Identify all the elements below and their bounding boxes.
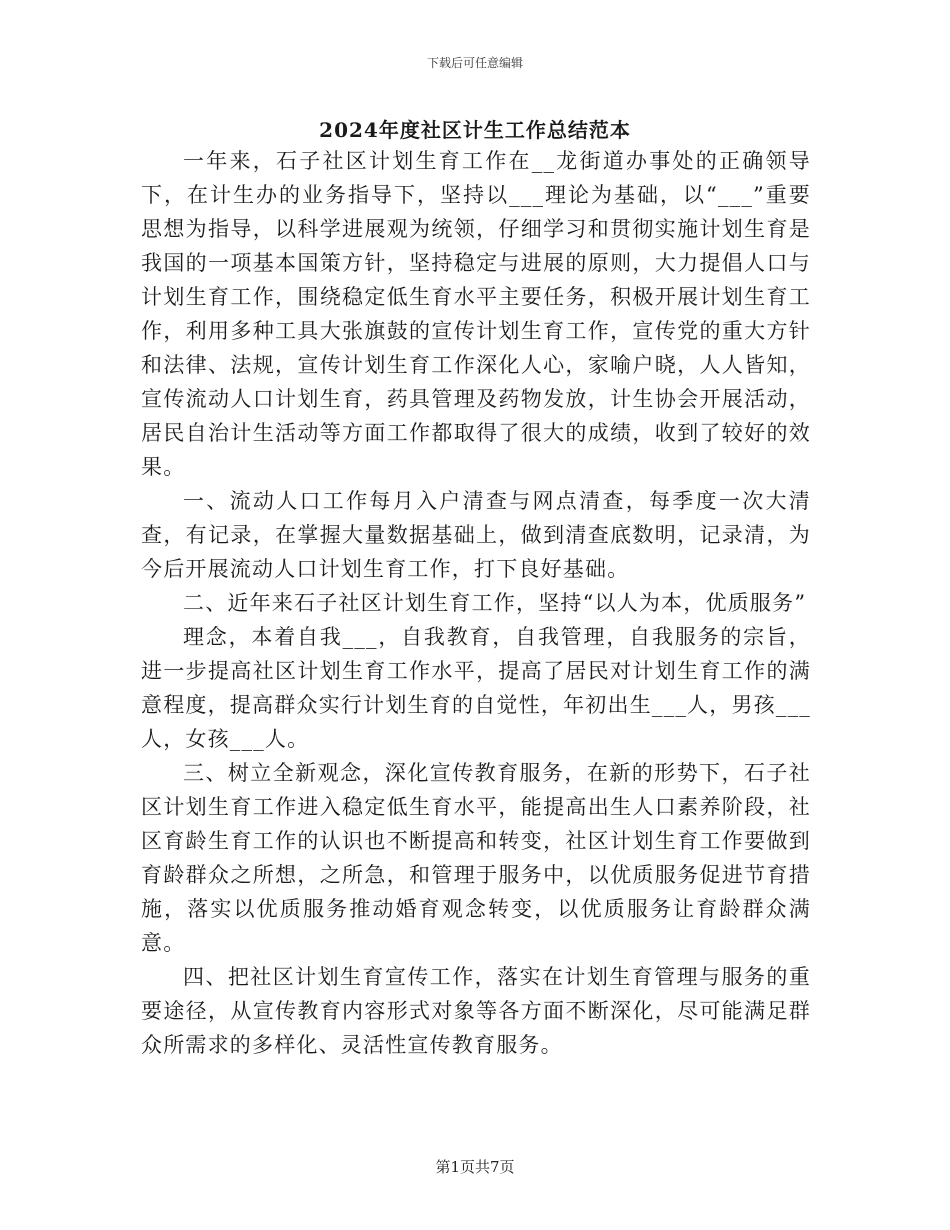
page-number: 第1页共7页 — [435, 1158, 515, 1176]
document-body — [141, 144, 811, 1062]
paragraph-4: 四、把社区计划生育宣传工作，落实在计划生育管理与服务的重要途径，从宣传教育内容形式对象等各方面不断深化，尽可能满足群众所需求的多样化、灵活性宣传教育服务。 — [141, 965, 811, 1057]
paragraph-intro: 一年来，石子社区计划生育工作在__龙街道办事处的正确领导下，在计生办的业务指导下，坚持以___理论为基础，以“___”重要思想为指导，以科学进展观为统领，仔细学习和贯彻实施计划生育是我国的一项基本国策方针，坚持稳定与进展的原则，大力提倡人口与计划生育工作，围绕稳定低生育水平主要任务，积极开展计划生育工作，利用多种工具大张旗鼓的宣传计划生育工作，宣传党的重大方针和法律、法规，宣传计划生育工作深化人心，家喻户晓，人人皆知，宣传流动人口计划生育，药具管理及药物发放，计生协会开展活动，居民自治计生活动等方面工作都取得了很大的成绩，收到了较好的效果。 — [141, 149, 811, 479]
document-title: 2024年度社区计生工作总结范本 — [319, 118, 631, 142]
header-note: 下载后可任意编辑 — [426, 56, 523, 70]
paragraph-2-continued: 理念，本着自我___，自我教育，自我管理，自我服务的宗旨，进一步提高社区计划生育工作水平，提高了居民对计划生育工作的满意程度，提高群众实行计划生育的自觉性，年初出生___人，男孩___人，女孩___人。 — [141, 625, 811, 751]
paragraph-3: 三、树立全新观念，深化宣传教育服务，在新的形势下，石子社区计划生育工作进入稳定低生育水平，能提高出生人口素养阶段，社区育龄生育工作的认识也不断提高和转变，社区计划生育工作要做到育龄群众之所想，之所急，和管理于服务中，以优质服务促进节育措施，落实以优质服务推动婚育观念转变，以优质服务让育龄群众满意。 — [141, 761, 811, 955]
paragraph-2: 二、近年来石子社区计划生育工作，坚持“以人为本，优质服务” — [183, 591, 807, 615]
paragraph-1: 一、流动人口工作每月入户清查与网点清查，每季度一次大清查，有记录，在掌握大量数据基础上，做到清查底数明，记录清，为今后开展流动人口计划生育工作，打下良好基础。 — [141, 489, 811, 581]
